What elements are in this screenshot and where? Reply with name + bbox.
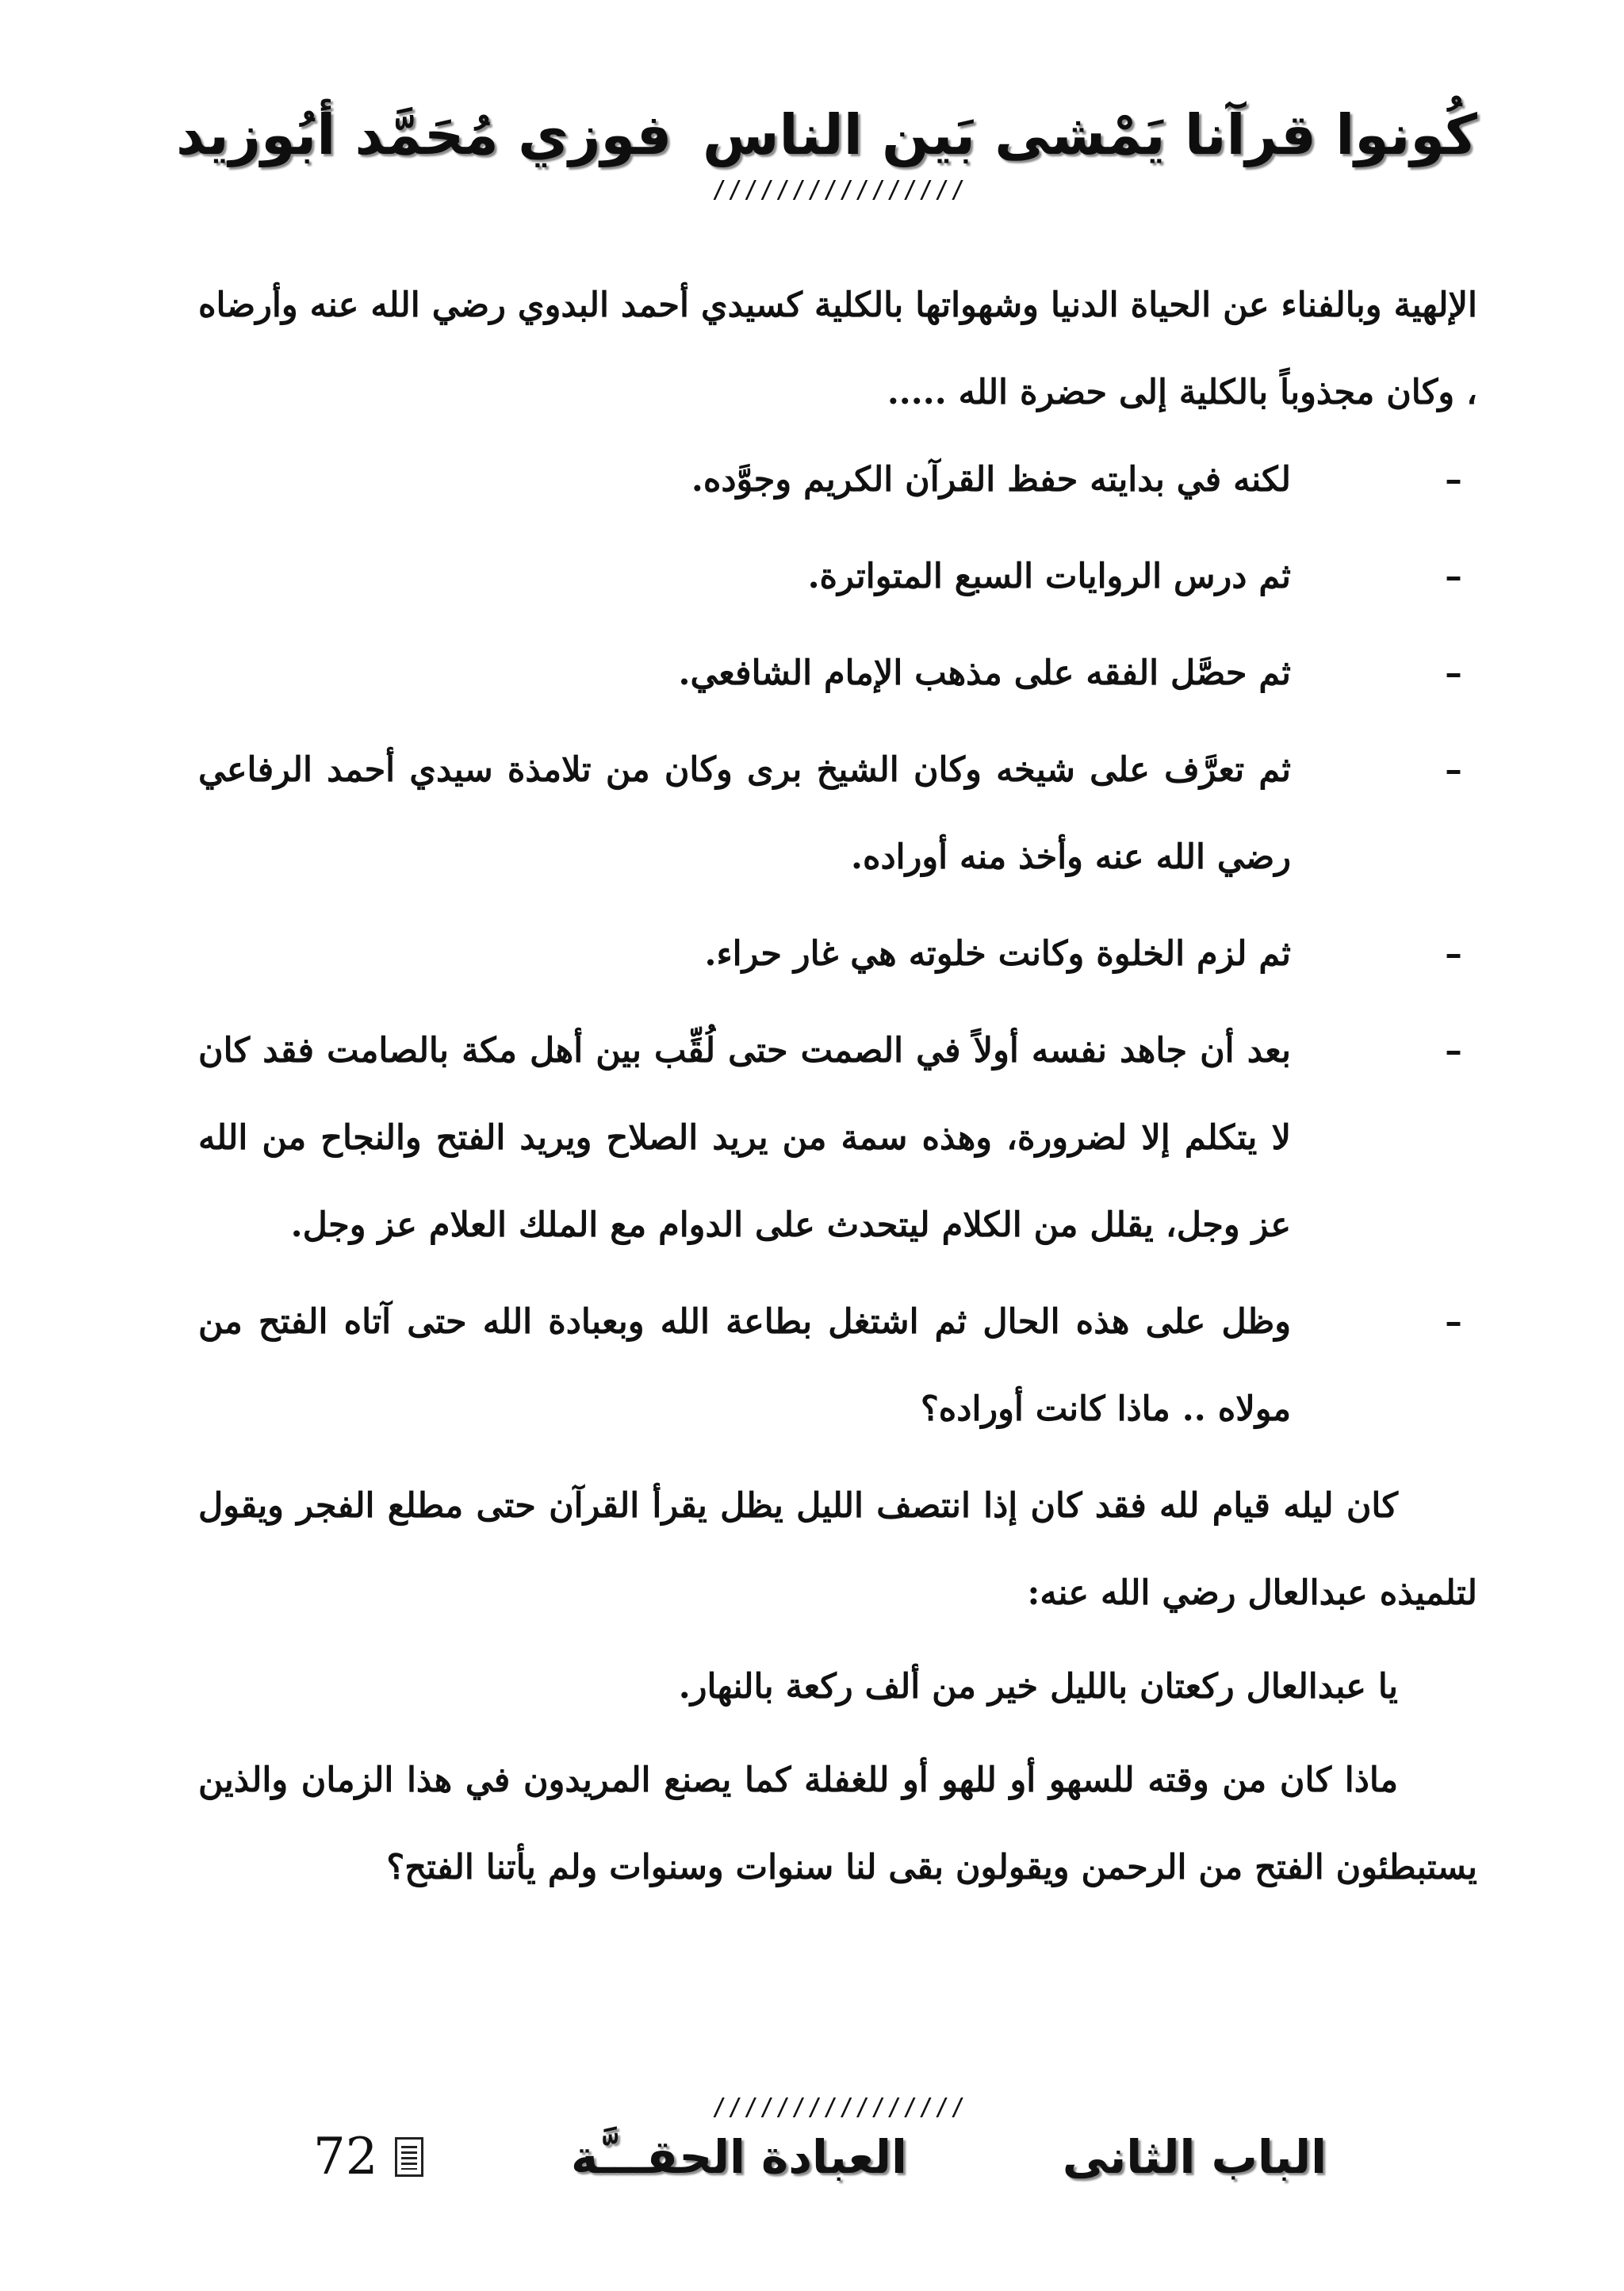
list-item <box>198 1278 1477 1453</box>
body-paragraph: كان ليله قيام لله فقد كان إذا انتصف الليل يظل يقرأ القرآن حتى مطلع الفجر ويقول لتلميذه عبدالعال رضي الله عنه: <box>198 1486 1477 1613</box>
list-item <box>198 1007 1477 1269</box>
list-item <box>198 910 1477 998</box>
footer-divider: //////////////// <box>712 2094 967 2121</box>
dash-bullet: – <box>1445 557 1462 596</box>
list-item <box>198 436 1477 523</box>
book-icon <box>395 2137 423 2177</box>
dash-bullet: – <box>1445 750 1462 790</box>
page-number-block <box>313 2113 423 2201</box>
dash-bullet: – <box>1445 1302 1462 1342</box>
body-paragraph: ماذا كان من وقته للسهو أو للهو أو للغفلة كما يصنع المريدون في هذا الزمان والذين يستبطئون الفتح من الرحمن ويقولون بقى لنا سنوات وسنوات ولم يأتنا الفتح؟ <box>198 1760 1477 1887</box>
chapter-label: الباب الثانى <box>1062 2130 1327 2184</box>
list-item <box>198 630 1477 717</box>
intro-paragraph: الإلهية وبالفناء عن الحياة الدنيا وشهواتها بالكلية كسيدي أحمد البدوي رضي الله عنه وأرضاه ، وكان مجذوباً بالكلية إلى حضرة الله ..... <box>198 285 1477 412</box>
dash-bullet: – <box>1445 653 1462 693</box>
list-item-text: لكنه في بدايته حفظ القرآن الكريم وجوَّده. <box>691 460 1291 500</box>
header-divider: //////////////// <box>712 176 967 204</box>
dash-bullet: – <box>1445 1031 1462 1071</box>
book-title: كُونوا قرآنا يَمْشى بَين الناس <box>702 102 1477 167</box>
list-item <box>198 533 1477 620</box>
list-item-text: ثم حصَّل الفقه على مذهب الإمام الشافعي. <box>678 653 1291 693</box>
page-body <box>198 262 1477 1911</box>
list-item-text: ثم لزم الخلوة وكانت خلوته هي غار حراء. <box>704 934 1291 974</box>
list-item-text: وظل على هذه الحال ثم اشتغل بطاعة الله وبعبادة الله حتى آتاه الفتح من مولاه .. ماذا كانت أوراده؟ <box>198 1302 1291 1429</box>
list-item-text: ثم تعرَّف على شيخه وكان الشيخ برى وكان من تلامذة سيدي أحمد الرفاعي رضي الله عنه وأخذ منه أوراده. <box>198 750 1291 877</box>
list-item-text: ثم درس الروايات السبع المتواترة. <box>807 557 1291 596</box>
list-item-text: بعد أن جاهد نفسه أولاً في الصمت حتى لُقِّب بين أهل مكة بالصامت فقد كان لا يتكلم إلا لضرورة، وهذه سمة من يريد الصلاح ويريد الفتح والنجاح من الله عز وجل، يقلل من الكلام ليتحدث على الدوام مع الملك العلام عز وجل. <box>198 1031 1291 1245</box>
author-name: فوزي مُحَمَّد أبُوزيد <box>176 102 672 167</box>
page-number: 72 <box>313 2128 378 2186</box>
quote-line: يا عبدالعال ركعتان بالليل خير من ألف ركعة بالنهار. <box>678 1667 1398 1707</box>
dash-bullet: – <box>1445 934 1462 974</box>
dash-bullet: – <box>1445 460 1462 500</box>
list-item <box>198 726 1477 901</box>
bullet-list <box>198 436 1477 1453</box>
section-label: العبادة الحقـــَّة <box>571 2130 907 2184</box>
